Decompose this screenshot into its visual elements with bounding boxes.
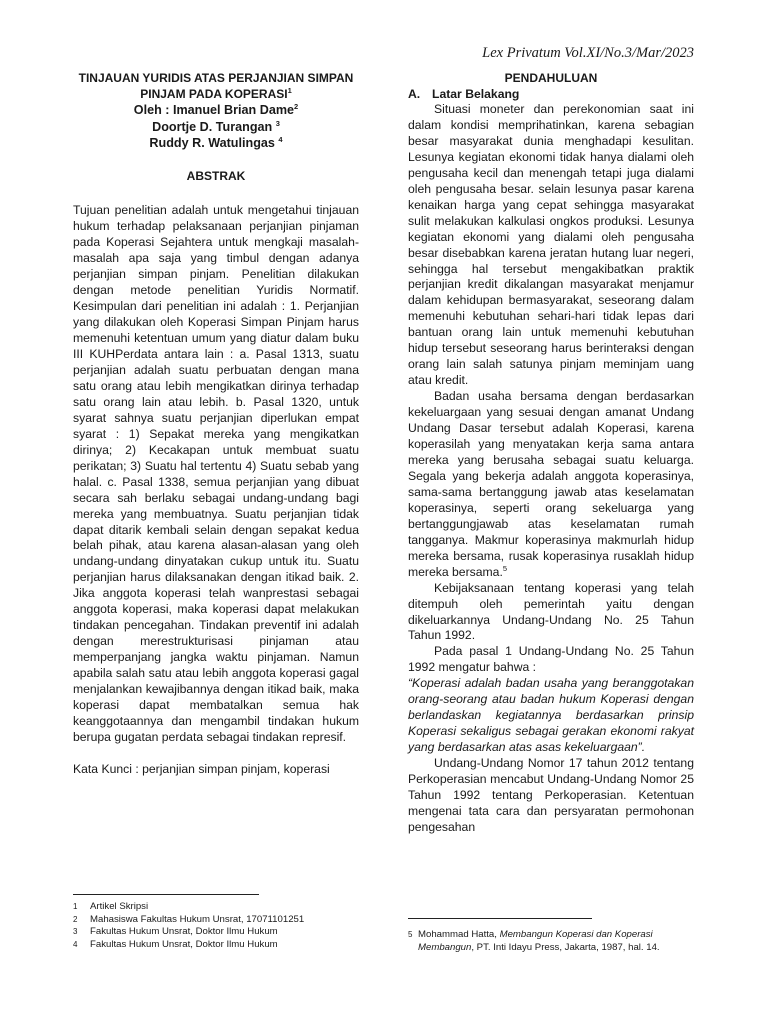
author-1: Oleh : Imanuel Brian Dame$^2$ (133, 102, 299, 117)
left-column (73, 70, 359, 778)
footnote-item: 5 Mohammad Hatta, Membangun Koperasi dan Koperasi Membangun, PT. Inti Idayu Press, Jakarta, 1987, hal. 14. (408, 929, 660, 953)
footnote-item: 2 Mahasiswa Fakultas Hukum Unsrat, 17071101251 (73, 913, 305, 925)
footnote-ref[interactable]: 5 (502, 563, 507, 573)
footnote-ref[interactable]: 4 (278, 135, 283, 144)
footnote-ref[interactable]: 2 (294, 102, 299, 111)
footnote-item: 4 Fakultas Hukum Unsrat, Doktor Ilmu Hukum (73, 938, 278, 950)
footnotes-left (73, 901, 363, 951)
paragraph: Pada pasal 1 Undang-Undang No. 25 Tahun 1992 mengatur bahwa : (408, 644, 694, 675)
footnote-ref[interactable]: 3 (275, 118, 280, 128)
footnote-divider-right (408, 918, 592, 919)
author-list (73, 102, 359, 152)
footnote-item: 3 Fakultas Hukum Unsrat, Doktor Ilmu Hukum (73, 926, 278, 937)
paragraph: Situasi moneter dan perekonomian saat ini dalam kondisi memprihatinkan, karena sebagian besar masyarakat dunia menghadapi kesulitan. Lesunya kegiatan ekonomi tidak hanya dialami oleh pengusaha kecil dan menengah tetapi juga dialami oleh pengusaha besar. selain lesunya pasar karena kenaikan harga yang cepat sehingga masyarakat sulit melakukan kalkulasi ongkos produksi. Lesunya kegiatan ekonomi yang dialami oleh pengusaha besar disebabkan karena jeratan hutang luar negeri, sehingga hal tersebut mengakibatkan praktik perjanjian kredit dikalangan masyarakat menjamur dalam kehidupan bermasyarakat, seseorang dalam memenuhi kebutuhan sehari-hari tidak lepas dari bantuan orang lain untuk memenuhi kebutuhan hidup tersebut seseorang harus berinteraksi dengan orang lain salah satunya pinjam meminjam uang atau kredit. (408, 102, 694, 388)
paragraph: Undang-Undang Nomor 17 tahun 2012 tentang Perkoperasian mencabut Undang-Undang Nomor 25 Tahun 1992 tentang Perkoperasian. Ketentuan mengenai tata cara dan persyaratan permohonan pengesahan (408, 756, 694, 834)
author-3: Ruddy R. Watulingas $^4$ (149, 135, 283, 150)
subsection-heading: A. Latar Belakang (408, 87, 520, 101)
right-column (408, 70, 694, 836)
title-line-2: PINJAM PADA KOPERASI$^1$ (140, 86, 292, 101)
paragraph: Kebijaksanaan tentang koperasi yang telah ditempuh oleh pemerintah yaitu dengan dikeluarkannya Undang-Undang No. 25 Tahun Tahun 1992. (408, 580, 694, 643)
journal-header: Lex Privatum Vol.XI/No.3/Mar/2023 (482, 45, 694, 61)
paragraph: Badan usaha bersama dengan berdasarkan kekeluargaan yang sesuai dengan amanat Undang Undang Dasar tersebut adalah Koperasi, karena koperasilah yang menyatakan kerja sama antara mereka yang berusaha sebagai suatu keluarga. Segala yang bekerja adalah anggota koperasinya, sama-sama bertanggung jawab atas keselamatan koperasinya, seperti orang sekeluarga yang bertanggungjawab atas keselamatan rumah tangganya. Makmur koperasinya makmurlah hidup mereka bersama, rusak koperasinya rusaklah hidup mereka bersama.$^5$ (408, 389, 694, 579)
footnote-item: 1 Artikel Skripsi (73, 901, 149, 912)
section-heading: PENDAHULUAN (504, 71, 598, 85)
article-title (73, 70, 359, 102)
footnote-divider-left (73, 894, 259, 895)
footnote-ref[interactable]: 1 (287, 86, 292, 95)
abstract-text: Tujuan penelitian adalah untuk mengetahui tinjauan hukum terhadap pelaksanaan perjanjian pinjaman pada Koperasi Sejahtera untuk mengkaji masalah-masalah apa saja yang timbul dengan adanya perjanjian simpan pinjam. Penelitian dilakukan dengan metode penelitian Yuridis Normatif. Kesimpulan dari penelitian ini adalah : 1. Perjanjian yang dilakukan oleh Koperasi Simpan Pinjam harus memenuhi ketentuan umum yang diatur dalam buku III KUHPerdata antara lain : a. Pasal 1313, suatu perjanjian adalah suatu perbuatan dengan mana satu orang atau lebih mengikatkan dirinya terhadap satu orang lain atau lebih. b. Pasal 1320, untuk syarat sahnya suatu perjanjian diperlukan empat syarat : 1) Sepakat mereka yang mengikatkan dirinya; 2) Kecakapan untuk membuat suatu perikatan; 3) Suatu hal tertentu 4) Suatu sebab yang halal. c. Pasal 1338, semua perjanjian yang dibuat secara sah berlaku sebagai undang-undang bagi mereka yang membuatnya. Suatu perjanjian tidak dapat ditarik kembali selain dengan sepakat kedua belah pihak, atau karena alasan-alasan yang oleh undang-undang dinyatakan cukup untuk itu. Suatu perjanjian harus dilaksanakan dengan itikad baik. 2. Jika anggota koperasi telah wanprestasi sebagai anggota koperasi, maka koperasi dapat melakukan tindakan pencegahan. Tindakan preventif ini adalah dengan merestrukturisasi pinjaman atau memperpanjang jangka waktu pinjaman. Namun apabila salah satu atau lebih anggota koperasi gagal menjalankan kewajibannya dengan itikad baik, maka koperasi dapat membatalkan semua hak keanggotaannya dan mengambil tindakan hukum berupa gugatan perdata sebagai tindakan represif. (73, 203, 359, 744)
author-2: Doortje D. Turangan $^3$ (152, 118, 280, 134)
abstract-heading: ABSTRAK (186, 168, 246, 183)
title-line-1: TINJAUAN YURIDIS ATAS PERJANJIAN SIMPAN (78, 71, 354, 85)
footnotes-right (408, 929, 696, 954)
keywords: Kata Kunci : perjanjian simpan pinjam, koperasi (73, 761, 330, 776)
law-quote: “Koperasi adalah badan usaha yang beranggotakan orang-seorang atau badan hukum Koperasi dengan berlandaskan kegiatannya berdasarkan prinsip Koperasi sekaligus sebagai gerakan ekonomi rakyat yang berdasarkan atas asas kekeluargaan”. (408, 676, 694, 755)
